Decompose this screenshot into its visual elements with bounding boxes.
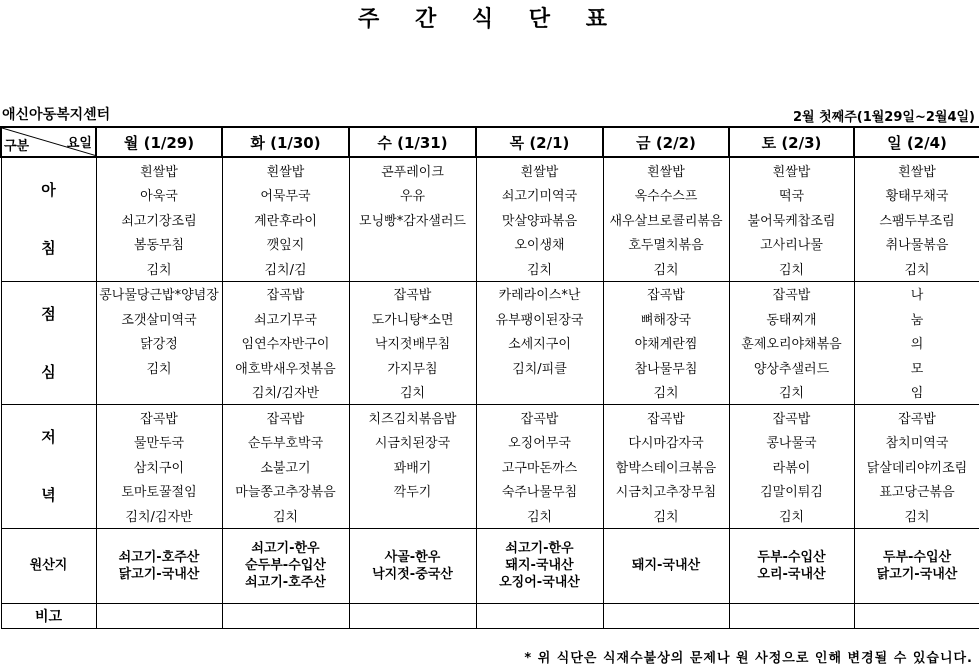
dish-cell: 마늘쫑고추장볶음: [222, 479, 349, 504]
origin-line: 오리-국내산: [757, 566, 826, 582]
dish-cell: 흰쌀밥: [96, 157, 222, 183]
dish-cell: 떡국: [729, 183, 854, 208]
dish-cell: 새우살브로콜리볶음: [603, 207, 729, 232]
dish-cell: 소세지구이: [476, 331, 603, 356]
dish-cell: 김치: [729, 380, 854, 405]
origin-cell: [222, 528, 349, 603]
day-header: 금 (2/2): [603, 127, 729, 157]
dish-cell: 잡곡밥: [476, 405, 603, 430]
origin-line: 쇠고기-한우: [251, 541, 320, 556]
dish-cell: 김치: [603, 503, 729, 528]
meal-label-top: 저: [41, 428, 56, 447]
dish-cell: 옥수수스프: [603, 183, 729, 208]
dish-cell: 함박스테이크볶음: [603, 454, 729, 479]
origin-line: 순두부-수입산: [245, 558, 326, 573]
note-cell: [476, 603, 603, 628]
note-cell: [603, 603, 729, 628]
dish-cell: 모닝빵*감자샐러드: [349, 207, 476, 232]
dish-cell: [349, 256, 476, 281]
day-header: 수 (1/31): [349, 127, 476, 157]
menu-table: [0, 126, 979, 629]
dish-cell: 잡곡밥: [222, 405, 349, 430]
origin-line: 사골-한우: [384, 549, 441, 565]
meal-row: [1, 430, 979, 455]
dish-cell: 표고당근볶음: [854, 479, 979, 504]
dish-cell: 물만두국: [96, 430, 222, 455]
meal-label: [1, 281, 96, 405]
dish-cell: 잡곡밥: [729, 405, 854, 430]
dish-cell: 김치: [96, 355, 222, 380]
meal-label-bottom: 녁: [41, 486, 56, 505]
dish-cell: 불어묵케찹조림: [729, 207, 854, 232]
dish-cell: 흰쌀밥: [603, 157, 729, 183]
day-header: 월 (1/29): [96, 127, 222, 157]
dish-cell: 닭강정: [96, 331, 222, 356]
dish-cell: 양상추샐러드: [729, 355, 854, 380]
dish-cell: 흰쌀밥: [222, 157, 349, 183]
dish-cell: 유부팽이된장국: [476, 306, 603, 331]
dish-cell: 임연수자반구이: [222, 331, 349, 356]
dish-cell: 취나물볶음: [854, 232, 979, 257]
meal-row: [1, 256, 979, 281]
note-cell: [854, 603, 979, 628]
day-header: 토 (2/3): [729, 127, 854, 157]
dish-cell: 오징어무국: [476, 430, 603, 455]
note-cell: [349, 603, 476, 628]
meal-row: [1, 157, 979, 183]
dish-cell: 우유: [349, 183, 476, 208]
dish-cell: 오이생채: [476, 232, 603, 257]
dish-cell: 야채계란찜: [603, 331, 729, 356]
dish-cell: 콘푸레이크: [349, 157, 476, 183]
note-label: 비고: [1, 603, 96, 628]
note-cell: [729, 603, 854, 628]
origin-cell: [854, 528, 979, 603]
dish-cell: 김치: [603, 256, 729, 281]
dish-cell: 토마토꿀절임: [96, 479, 222, 504]
meal-label: [1, 405, 96, 529]
meal-label: [1, 157, 96, 281]
dish-cell: 뼈해장국: [603, 306, 729, 331]
dish-cell: 김말이튀김: [729, 479, 854, 504]
dish-cell: 라볶이: [729, 454, 854, 479]
header-row: [1, 127, 979, 157]
dish-cell: 흰쌀밥: [476, 157, 603, 183]
dish-cell: 김치: [476, 256, 603, 281]
dish-cell: 잡곡밥: [603, 281, 729, 306]
dish-cell: 참나물무침: [603, 355, 729, 380]
meal-row: [1, 355, 979, 380]
origin-line: 쇠고기-한우: [505, 541, 574, 556]
dish-cell: 낙지젓배무침: [349, 331, 476, 356]
dish-cell: 흰쌀밥: [854, 157, 979, 183]
origin-cell: [476, 528, 603, 603]
dish-cell: 삼치구이: [96, 454, 222, 479]
footnote: * 위 식단은 식재수불상의 문제나 원 사정으로 인해 변경될 수 있습니다.: [524, 651, 973, 666]
origin-row: [1, 528, 979, 603]
dish-cell: 소불고기: [222, 454, 349, 479]
dish-cell: 김치: [729, 256, 854, 281]
dish-cell: 콩나물국: [729, 430, 854, 455]
dish-cell: 아욱국: [96, 183, 222, 208]
origin-line: 쇠고기-호주산: [118, 549, 200, 565]
dish-cell: [349, 503, 476, 528]
dish-cell: 조갯살미역국: [96, 306, 222, 331]
dish-cell: 김치/김: [222, 256, 349, 281]
origin-cell: [603, 528, 729, 603]
meal-row: [1, 207, 979, 232]
dish-cell: [96, 380, 222, 405]
day-header: 화 (1/30): [222, 127, 349, 157]
dish-cell: 잡곡밥: [349, 281, 476, 306]
meal-label-bottom: 침: [41, 239, 56, 258]
dish-cell: 호두멸치볶음: [603, 232, 729, 257]
origin-line: 돼지-국내산: [505, 558, 574, 573]
dish-cell: 의: [854, 331, 979, 356]
meal-label-top: 아: [41, 181, 56, 200]
meal-label-top: 점: [41, 304, 56, 323]
dish-cell: 잡곡밥: [729, 281, 854, 306]
dish-cell: 임: [854, 380, 979, 405]
meal-label-bottom: 심: [41, 362, 56, 381]
dish-cell: 잡곡밥: [854, 405, 979, 430]
dish-cell: 가지무침: [349, 355, 476, 380]
dish-cell: 꽈배기: [349, 454, 476, 479]
meal-row: [1, 479, 979, 504]
yoil-label: 요일: [66, 136, 92, 151]
meal-row: [1, 405, 979, 430]
dish-cell: 콩나물당근밥*양념장: [96, 281, 222, 306]
origin-line: 닭고기-국내산: [876, 566, 958, 582]
dish-cell: 김치/김자반: [96, 503, 222, 528]
meal-row: [1, 454, 979, 479]
dish-cell: 숙주나물무침: [476, 479, 603, 504]
dish-cell: 김치: [222, 503, 349, 528]
dish-cell: 김치/피클: [476, 355, 603, 380]
dish-cell: 김치: [729, 503, 854, 528]
dish-cell: 참치미역국: [854, 430, 979, 455]
origin-cell: [349, 528, 476, 603]
dish-cell: 치즈김치볶음밥: [349, 405, 476, 430]
dish-cell: 도가니탕*소면: [349, 306, 476, 331]
dish-cell: 황태무채국: [854, 183, 979, 208]
note-row: [1, 603, 979, 628]
dish-cell: 잡곡밥: [96, 405, 222, 430]
origin-cell: [729, 528, 854, 603]
meal-row: [1, 281, 979, 306]
dish-cell: 잡곡밥: [222, 281, 349, 306]
meal-row: [1, 503, 979, 528]
dish-cell: 다시마감자국: [603, 430, 729, 455]
dish-cell: 눔: [854, 306, 979, 331]
dish-cell: 깻잎지: [222, 232, 349, 257]
dish-cell: 맛살양파볶음: [476, 207, 603, 232]
meal-row: [1, 183, 979, 208]
dish-cell: 김치: [476, 503, 603, 528]
dish-cell: 시금치된장국: [349, 430, 476, 455]
origin-line: 쇠고기-호주산: [245, 575, 326, 590]
dish-cell: 카레라이스*난: [476, 281, 603, 306]
dish-cell: 계란후라이: [222, 207, 349, 232]
origin-line: 두부-수입산: [882, 549, 952, 565]
dish-cell: 시금치고추장무침: [603, 479, 729, 504]
dish-cell: 순두부호박국: [222, 430, 349, 455]
origin-line: 두부-수입산: [757, 549, 826, 565]
day-header: 일 (2/4): [854, 127, 979, 157]
origin-line: 낙지젓-중국산: [372, 566, 453, 582]
dish-cell: 김치/김자반: [222, 380, 349, 405]
dish-cell: 훈제오리야채볶음: [729, 331, 854, 356]
meal-row: [1, 331, 979, 356]
dish-cell: 김치: [349, 380, 476, 405]
origin-line: 돼지-국내산: [631, 558, 701, 573]
dish-cell: 김치: [854, 256, 979, 281]
dish-cell: [476, 380, 603, 405]
gubun-label: 구분: [4, 139, 30, 154]
day-header: 목 (2/1): [476, 127, 603, 157]
center-name: 애신아동복지센터: [2, 107, 111, 123]
dish-cell: 어묵무국: [222, 183, 349, 208]
dish-cell: 나: [854, 281, 979, 306]
dish-cell: 김치: [96, 256, 222, 281]
note-cell: [96, 603, 222, 628]
dish-cell: 봄동무침: [96, 232, 222, 257]
week-label: 2월 첫째주(1월29일~2월4일): [792, 110, 975, 125]
origin-cell: [96, 528, 222, 603]
dish-cell: 고구마돈까스: [476, 454, 603, 479]
dish-cell: 김치: [854, 503, 979, 528]
dish-cell: 모: [854, 355, 979, 380]
meal-body: [1, 157, 979, 528]
dish-cell: 닭살데리야끼조림: [854, 454, 979, 479]
dish-cell: 고사리나물: [729, 232, 854, 257]
meal-row: [1, 306, 979, 331]
origin-line: 오징어-국내산: [499, 575, 580, 590]
dish-cell: 애호박새우젓볶음: [222, 355, 349, 380]
dish-cell: 쇠고기무국: [222, 306, 349, 331]
note-cell: [222, 603, 349, 628]
dish-cell: 쇠고기미역국: [476, 183, 603, 208]
header-corner: [1, 127, 96, 157]
dish-cell: [349, 232, 476, 257]
dish-cell: 흰쌀밥: [729, 157, 854, 183]
dish-cell: 스팸두부조림: [854, 207, 979, 232]
origin-line: 닭고기-국내산: [118, 566, 200, 582]
dish-cell: 동태찌개: [729, 306, 854, 331]
meal-row: [1, 380, 979, 405]
dish-cell: 쇠고기장조림: [96, 207, 222, 232]
dish-cell: 잡곡밥: [603, 405, 729, 430]
dish-cell: 깍두기: [349, 479, 476, 504]
origin-label: 원산지: [1, 528, 96, 603]
page-title: 주 간 식 단 표: [358, 7, 621, 32]
meal-row: [1, 232, 979, 257]
dish-cell: 김치: [603, 380, 729, 405]
